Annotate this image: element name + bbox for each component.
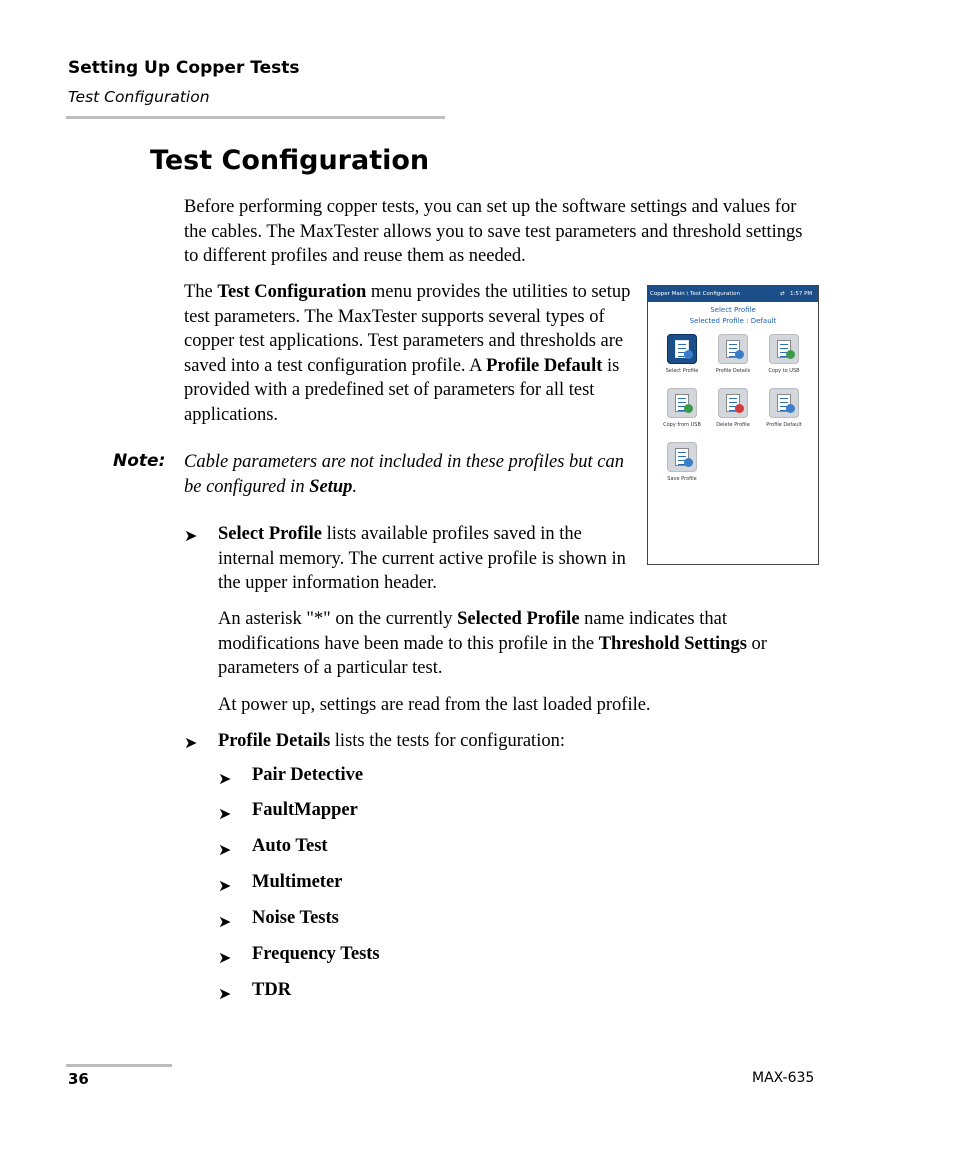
bold-term: Selected Profile	[457, 609, 580, 629]
note-label: Note:	[113, 451, 166, 471]
bullet-arrow-icon: ➤	[184, 528, 198, 545]
tile-label: Profile Default	[766, 422, 802, 428]
tile-profile-details[interactable]	[709, 334, 757, 375]
list-item: Noise Tests	[252, 908, 339, 928]
tile-label: Copy from USB	[663, 422, 701, 428]
tile-label: Delete Profile	[716, 422, 750, 428]
text: .	[352, 477, 358, 497]
text: The	[184, 282, 218, 302]
device-title: Copper Main \ Test Configuration	[650, 291, 740, 297]
text: lists the tests for configuration:	[330, 731, 565, 751]
list-item: Auto Test	[252, 836, 328, 856]
list-item: Multimeter	[252, 872, 343, 892]
powerup-paragraph: At power up, settings are read from the last loaded profile.	[218, 695, 651, 715]
bold-term: Setup	[309, 477, 353, 497]
tile-select-profile[interactable]	[658, 334, 706, 375]
bullet-arrow-icon: ➤	[218, 986, 232, 1003]
note-text	[184, 450, 634, 500]
asterisk-paragraph	[218, 607, 818, 681]
text: or parameters of a particular test.	[218, 633, 767, 678]
tile-copy-from-usb[interactable]	[658, 388, 706, 429]
menu-paragraph	[184, 280, 642, 427]
bullet-arrow-icon: ➤	[218, 806, 232, 823]
list-item: FaultMapper	[252, 800, 358, 820]
running-header-subtitle: Test Configuration	[68, 88, 210, 106]
info-header-title: Select Profile	[710, 306, 756, 314]
bullet-arrow-icon: ➤	[184, 735, 198, 752]
copy-from-usb-icon	[667, 388, 697, 418]
list-item: Frequency Tests	[252, 944, 380, 964]
tile-copy-to-usb[interactable]	[760, 334, 808, 375]
bold-term: Test Configuration	[217, 282, 367, 302]
bullet-arrow-icon: ➤	[218, 950, 232, 967]
list-item: Pair Detective	[252, 765, 364, 785]
tile-delete-profile[interactable]	[709, 388, 757, 429]
tile-label: Select Profile	[665, 368, 699, 374]
list-item: TDR	[252, 980, 292, 1000]
tile-label: Profile Details	[715, 368, 751, 374]
device-clock: 1:57 PM	[790, 291, 813, 297]
select-profile-icon	[667, 334, 697, 364]
bold-term: Select Profile	[218, 524, 322, 544]
bold-term: Threshold Settings	[598, 633, 747, 654]
text: An asterisk "*" on the currently	[218, 609, 458, 629]
text: name indicates that modifications have been made to this profile in the	[218, 609, 727, 654]
device-title-bar	[648, 286, 818, 302]
bullet-arrow-icon: ➤	[218, 914, 232, 931]
delete-profile-icon	[718, 388, 748, 418]
page-title: Test Configuration	[150, 145, 430, 176]
tile-label: Copy to USB	[768, 368, 800, 374]
text: Cable parameters are not included in these profiles but can be configured in	[184, 452, 624, 497]
product-model: MAX-635	[752, 1070, 815, 1086]
info-header-profile: Selected Profile : Default	[689, 317, 777, 325]
intro-paragraph: Before performing copper tests, you can set up the software settings and values for the cables. The MaxTester allows you to save test parameters and threshold settings to different profiles and reuse them as needed.	[184, 197, 803, 266]
tile-save-profile[interactable]	[658, 442, 706, 483]
select-profile-paragraph	[218, 522, 638, 596]
bullet-arrow-icon: ➤	[218, 842, 232, 859]
tile-label: Save Profile	[667, 476, 697, 482]
profile-details-icon	[718, 334, 748, 364]
running-header-title: Setting Up Copper Tests	[68, 58, 300, 78]
bullet-arrow-icon: ➤	[218, 771, 232, 788]
copy-to-usb-icon	[769, 334, 799, 364]
bold-term: Profile Default	[486, 355, 603, 376]
text: menu provides the utilities to setup test parameters. The MaxTester supports several types of copper test applications. Test parameters and thresholds are saved into a test configuration profile. A	[184, 282, 631, 376]
save-profile-icon	[667, 442, 697, 472]
footer-divider	[66, 1064, 172, 1067]
text: is provided with a predefined set of parameters for all test applications.	[184, 355, 620, 425]
profile-default-icon	[769, 388, 799, 418]
profile-details-paragraph	[218, 729, 818, 754]
page-number: 36	[68, 1070, 89, 1088]
connection-icon: ⇄	[780, 291, 785, 297]
header-divider	[66, 116, 445, 119]
tile-profile-default[interactable]	[760, 388, 808, 429]
text: lists available profiles saved in the internal memory. The current active profile is shown in the upper information header.	[218, 524, 626, 593]
bullet-arrow-icon: ➤	[218, 878, 232, 895]
bold-term: Profile Details	[218, 731, 331, 751]
device-screenshot	[647, 285, 819, 565]
